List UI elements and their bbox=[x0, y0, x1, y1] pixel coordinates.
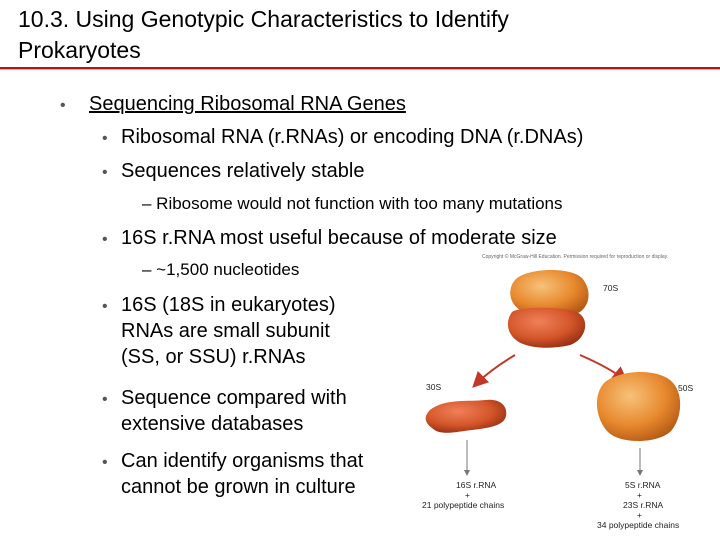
label-5s-rrna: 5S r.RNA bbox=[625, 480, 661, 490]
bullet-dot: • bbox=[102, 231, 108, 248]
label-70s: 70S bbox=[603, 283, 619, 293]
bullet-dot: • bbox=[102, 454, 108, 471]
bullet-text-16s-useful: 16S r.RNA most useful because of moderate size bbox=[121, 227, 557, 249]
bullet-dot: • bbox=[102, 391, 108, 408]
bullet-text-identify bbox=[121, 448, 363, 500]
bullet-text-ribosomal-rna: Ribosomal RNA (r.RNAs) or encoding DNA (r.DNAs) bbox=[121, 126, 584, 148]
label-plus: + bbox=[465, 490, 470, 500]
bullet-line: (SS, or SSU) r.RNAs bbox=[121, 346, 306, 368]
title-divider-shadow bbox=[0, 69, 720, 70]
bullet-dot: • bbox=[102, 164, 108, 181]
ribosome-figure bbox=[420, 250, 720, 540]
label-plus: + bbox=[637, 510, 642, 520]
label-34-chains: 34 polypeptide chains bbox=[597, 520, 680, 530]
slide-title-line1: 10.3. Using Genotypic Characteristics to Identify bbox=[18, 6, 509, 32]
ribosome-50s bbox=[597, 372, 680, 441]
label-plus: + bbox=[637, 490, 642, 500]
slide-title bbox=[18, 4, 708, 66]
bullet-text-stable: Sequences relatively stable bbox=[121, 160, 365, 182]
dissociation-arrow-small bbox=[475, 355, 515, 385]
bullet-dot: • bbox=[102, 298, 108, 315]
sub-bullet-nucleotides: – ~1,500 nucleotides bbox=[142, 260, 300, 279]
label-30s: 30S bbox=[426, 382, 442, 392]
label-23s-rrna: 23S r.RNA bbox=[623, 500, 664, 510]
label-16s-rrna: 16S r.RNA bbox=[456, 480, 497, 490]
bullet-text-databases bbox=[121, 385, 347, 437]
bullet-text-16s-18s bbox=[121, 292, 336, 370]
bullet-line: extensive databases bbox=[121, 413, 304, 435]
label-21-chains: 21 polypeptide chains bbox=[422, 500, 505, 510]
bullet-line: 16S (18S in eukaryotes) bbox=[121, 294, 336, 316]
bullet-line: Can identify organisms that bbox=[121, 450, 364, 472]
label-50s: 50S bbox=[678, 383, 694, 393]
bullet-dot: • bbox=[60, 97, 66, 114]
ribosome-70s bbox=[508, 270, 589, 348]
bullet-line: RNAs are small subunit bbox=[121, 320, 330, 342]
bullet-line: Sequence compared with bbox=[121, 387, 347, 409]
bullet-dot: • bbox=[102, 130, 108, 147]
bullet-line: cannot be grown in culture bbox=[121, 476, 356, 498]
slide-title-line2: Prokaryotes bbox=[18, 37, 141, 63]
figure-copyright: Copyright © McGraw-Hill Education. Permission required for reproduction or display. bbox=[482, 254, 669, 260]
bullet-text-sequencing: Sequencing Ribosomal RNA Genes bbox=[89, 93, 406, 115]
ribosome-30s bbox=[426, 400, 507, 433]
sub-bullet-ribosome-function: – Ribosome would not function with too many mutations bbox=[142, 194, 563, 213]
